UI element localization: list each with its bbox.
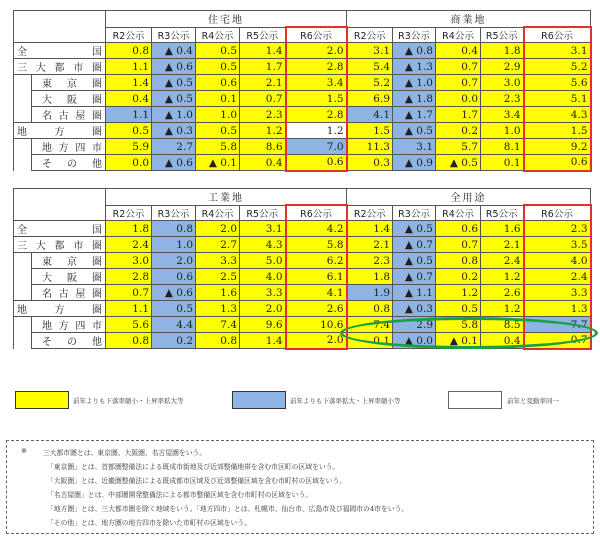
year-header: R3公示 <box>393 27 436 43</box>
value-cell: 0.6 <box>524 155 591 171</box>
value-cell: 5.2 <box>347 75 393 91</box>
indent-spacer <box>14 139 32 155</box>
row-label <box>32 139 106 155</box>
note-line: 「その他」とは、地方圏の地方四市を除いた市町村の区域をいう。 <box>47 519 251 527</box>
value-cell: 4.0 <box>524 253 591 269</box>
row-label-char: 京 <box>67 257 77 268</box>
value-cell: 3.1 <box>393 139 436 155</box>
row-label <box>32 91 106 107</box>
value-cell: 5.6 <box>106 317 152 333</box>
value-cell: 2.4 <box>106 237 152 253</box>
value-cell: 0.8 <box>152 221 196 237</box>
row-label-char: 都 <box>54 63 65 74</box>
value-cell: 3.0 <box>106 253 152 269</box>
value-cell: 0.6 <box>286 155 347 171</box>
value-cell: 2.3 <box>481 91 524 107</box>
value-cell: 3.5 <box>524 237 591 253</box>
value-cell: 2.3 <box>347 253 393 269</box>
value-cell: 2.1 <box>240 75 286 91</box>
value-cell: ▲ 0.5 <box>393 221 436 237</box>
value-cell: 1.7 <box>240 59 286 75</box>
year-header: R4公示 <box>436 205 481 221</box>
year-header: R5公示 <box>481 205 524 221</box>
row-label-char: 地 <box>17 127 27 138</box>
indent-spacer <box>14 285 32 301</box>
value-cell: ▲ 1.0 <box>393 75 436 91</box>
year-header: R3公示 <box>152 27 196 43</box>
year-header: R4公示 <box>436 27 481 43</box>
value-cell: 2.0 <box>152 253 196 269</box>
value-cell: 1.0 <box>196 107 240 123</box>
value-cell: 2.1 <box>347 237 393 253</box>
note-line: 「大阪圏」とは、近畿圏整備法による既成都市区域及び近郊整備区域を含む市町村の区域をいう。 <box>47 477 347 485</box>
row-label-char: 東 <box>42 79 52 90</box>
value-cell: 0.6 <box>196 75 240 91</box>
value-cell: 5.6 <box>524 75 591 91</box>
value-cell: 3.3 <box>524 285 591 301</box>
value-cell: 2.6 <box>286 301 347 317</box>
value-cell: 3.4 <box>286 75 347 91</box>
note-line: 三大都市圏とは、東京圏、大阪圏、名古屋圏をいう。 <box>43 449 207 457</box>
row-label-char: 三 <box>17 241 27 252</box>
legend-swatch-white <box>448 391 502 409</box>
row-label-char: 他 <box>92 159 102 170</box>
value-cell: 2.5 <box>196 269 240 285</box>
value-cell: 0.4 <box>481 333 524 349</box>
value-cell: 0.7 <box>436 75 481 91</box>
row-label-char: 大 <box>35 63 46 74</box>
row-label-char: そ <box>42 337 52 348</box>
value-cell: 7.7 <box>524 317 591 333</box>
value-cell: 7.4 <box>196 317 240 333</box>
row-label-char: 京 <box>67 79 77 90</box>
note-line: 「名古屋圏」とは、中部圏開発整備法による都市整備区域を含む市町村の区域をいう。 <box>47 491 313 499</box>
value-cell: 0.8 <box>347 301 393 317</box>
table-row <box>14 139 591 155</box>
value-cell: 0.0 <box>436 91 481 107</box>
value-cell: 3.0 <box>481 75 524 91</box>
value-cell: 0.7 <box>524 333 591 349</box>
value-cell: 1.1 <box>106 301 152 317</box>
value-cell: 4.4 <box>152 317 196 333</box>
value-cell: 4.0 <box>240 269 286 285</box>
value-cell: 0.7 <box>436 237 481 253</box>
value-cell: 1.2 <box>481 269 524 285</box>
row-label <box>14 221 106 237</box>
legend-label-blue: 前年よりも下落率拡大・上昇率縮小等 <box>290 397 401 405</box>
row-label-char: 方 <box>54 305 65 316</box>
value-cell: ▲ 0.5 <box>152 75 196 91</box>
indent-spacer <box>14 269 32 285</box>
table-row <box>14 301 591 317</box>
value-cell: 3.1 <box>347 43 393 59</box>
value-cell: 5.8 <box>436 317 481 333</box>
value-cell: 10.6 <box>286 317 347 333</box>
value-cell: 2.1 <box>481 237 524 253</box>
indent-spacer <box>14 75 32 91</box>
legend-swatch-yellow <box>15 391 69 409</box>
value-cell: 0.6 <box>152 269 196 285</box>
value-cell: ▲ 0.5 <box>152 91 196 107</box>
value-cell: 8.6 <box>240 139 286 155</box>
value-cell: 1.0 <box>481 123 524 139</box>
value-cell: 0.5 <box>196 43 240 59</box>
row-label-char: の <box>67 159 77 170</box>
value-cell: 2.8 <box>286 107 347 123</box>
value-cell: 1.5 <box>286 91 347 107</box>
value-cell: 1.8 <box>347 269 393 285</box>
row-label <box>32 155 106 171</box>
year-header: R6公示 <box>524 205 591 221</box>
indent-spacer <box>14 91 32 107</box>
value-cell: 1.2 <box>436 285 481 301</box>
footnotes-box <box>6 440 594 534</box>
note-mark: ※ <box>21 447 27 455</box>
value-cell: 0.8 <box>106 333 152 349</box>
value-cell: 1.6 <box>481 221 524 237</box>
table-row <box>14 237 591 253</box>
row-label-char: 四 <box>75 143 86 154</box>
indent-spacer <box>14 253 32 269</box>
row-label-char: 圏 <box>92 273 102 284</box>
row-label-char: 阪 <box>67 95 77 106</box>
value-cell: 0.7 <box>240 91 286 107</box>
year-header: R2公示 <box>347 27 393 43</box>
value-cell: 0.3 <box>347 155 393 171</box>
value-cell: 1.2 <box>481 301 524 317</box>
value-cell: ▲ 0.3 <box>152 123 196 139</box>
table-row <box>14 123 591 139</box>
value-cell: 2.9 <box>393 317 436 333</box>
value-cell: 0.2 <box>436 269 481 285</box>
value-cell: 0.1 <box>196 91 240 107</box>
note-line: 「地方圏」とは、三大都市圏を除く地域をいう。「地方四市」とは、札幌市、仙台市、広島市及び福岡市の4市をいう。 <box>47 505 409 513</box>
value-cell: 4.3 <box>240 237 286 253</box>
year-header: R6公示 <box>286 205 347 221</box>
value-cell: 9.2 <box>524 139 591 155</box>
value-cell: 6.9 <box>347 91 393 107</box>
row-label-char: 大 <box>42 95 52 106</box>
value-cell: 5.8 <box>196 139 240 155</box>
row-label <box>14 123 106 139</box>
year-header: R6公示 <box>524 27 591 43</box>
row-label <box>14 301 106 317</box>
year-header: R2公示 <box>106 27 152 43</box>
value-cell: 0.7 <box>436 59 481 75</box>
value-cell: 1.2 <box>240 123 286 139</box>
value-cell: ▲ 0.6 <box>152 285 196 301</box>
value-cell: 1.8 <box>481 43 524 59</box>
value-cell: ▲ 0.5 <box>393 123 436 139</box>
year-header: R2公示 <box>347 205 393 221</box>
value-cell: 2.0 <box>240 301 286 317</box>
value-cell: 3.1 <box>240 221 286 237</box>
table-row <box>14 43 591 59</box>
value-cell: ▲ 0.5 <box>393 253 436 269</box>
value-cell: 2.4 <box>481 253 524 269</box>
value-cell: 5.4 <box>347 59 393 75</box>
value-cell: ▲ 0.1 <box>196 155 240 171</box>
row-label-char: 国 <box>92 47 102 58</box>
year-header: R6公示 <box>286 27 347 43</box>
row-label-char: 圏 <box>92 241 102 252</box>
value-cell: ▲ 0.6 <box>152 155 196 171</box>
value-cell: 1.5 <box>347 123 393 139</box>
row-label-char: 圏 <box>91 111 102 122</box>
value-cell: 5.7 <box>436 139 481 155</box>
legend-swatch-blue <box>232 391 286 409</box>
value-cell: 0.5 <box>196 59 240 75</box>
row-label-char: 屋 <box>75 289 86 300</box>
value-cell: 0.5 <box>152 301 196 317</box>
value-cell: 1.4 <box>347 221 393 237</box>
value-cell: 8.5 <box>481 317 524 333</box>
row-label-char: 名 <box>42 111 52 122</box>
legend <box>0 391 600 411</box>
value-cell: 11.3 <box>347 139 393 155</box>
row-label <box>32 107 106 123</box>
value-cell: 7.0 <box>286 139 347 155</box>
value-cell: 0.8 <box>106 43 152 59</box>
value-cell: 0.2 <box>152 333 196 349</box>
year-header: R5公示 <box>240 205 286 221</box>
row-label-char: 都 <box>54 241 65 252</box>
row-label-char: 市 <box>91 321 102 332</box>
indent-spacer <box>14 107 32 123</box>
value-cell: 2.0 <box>196 221 240 237</box>
value-cell: 0.8 <box>436 253 481 269</box>
row-label-char: 古 <box>58 289 69 300</box>
legend-label-yellow: 前年よりも下落率縮小・上昇率拡大等 <box>73 397 184 405</box>
value-cell: 1.5 <box>524 123 591 139</box>
row-label-char: 四 <box>75 321 86 332</box>
category-header: 住宅地 <box>106 11 347 28</box>
value-cell: 2.0 <box>286 333 347 349</box>
value-cell: 4.1 <box>347 107 393 123</box>
table-row <box>14 285 591 301</box>
row-label-char: 市 <box>73 63 84 74</box>
value-cell: ▲ 1.0 <box>152 107 196 123</box>
row-label-char: 大 <box>35 241 46 252</box>
row-label-char: 屋 <box>75 111 86 122</box>
value-cell: 1.3 <box>196 301 240 317</box>
year-header: R4公示 <box>196 205 240 221</box>
value-cell: 1.4 <box>106 75 152 91</box>
row-label <box>32 269 106 285</box>
table-row <box>14 59 591 75</box>
value-cell: 0.6 <box>436 221 481 237</box>
indent-spacer <box>14 333 32 349</box>
table-row <box>14 107 591 123</box>
value-cell: 5.9 <box>106 139 152 155</box>
row-label-char: の <box>67 337 77 348</box>
row-label-char: 地 <box>42 321 52 332</box>
value-cell: 7.4 <box>347 317 393 333</box>
table-row <box>14 155 591 171</box>
value-cell: ▲ 0.9 <box>393 155 436 171</box>
value-cell: 1.3 <box>524 301 591 317</box>
row-label <box>14 237 106 253</box>
value-cell: 5.1 <box>524 91 591 107</box>
row-label <box>32 253 106 269</box>
value-cell: ▲ 1.7 <box>393 107 436 123</box>
value-cell: 0.7 <box>106 285 152 301</box>
value-cell: ▲ 0.7 <box>393 237 436 253</box>
row-label-char: 三 <box>17 63 27 74</box>
row-label <box>14 59 106 75</box>
row-label-char: 圏 <box>92 257 102 268</box>
value-cell: 0.4 <box>240 155 286 171</box>
value-cell: 4.2 <box>286 221 347 237</box>
value-cell: 2.6 <box>481 285 524 301</box>
category-header: 工業地 <box>106 189 347 206</box>
value-cell: 1.4 <box>240 333 286 349</box>
row-label <box>32 75 106 91</box>
value-cell: 6.1 <box>286 269 347 285</box>
row-label-char: 古 <box>58 111 69 122</box>
value-cell: 0.5 <box>196 123 240 139</box>
table-row <box>14 253 591 269</box>
value-cell: 9.6 <box>240 317 286 333</box>
row-label-char: 市 <box>73 241 84 252</box>
value-cell: ▲ 0.6 <box>152 59 196 75</box>
land-price-table-industrial-all-uses <box>13 188 592 350</box>
value-cell: ▲ 0.7 <box>393 269 436 285</box>
year-header: R2公示 <box>106 205 152 221</box>
value-cell: 3.4 <box>481 107 524 123</box>
value-cell: 1.4 <box>240 43 286 59</box>
table-row <box>14 91 591 107</box>
value-cell: 1.1 <box>106 107 152 123</box>
corner-cell <box>14 189 106 221</box>
value-cell: 1.9 <box>347 285 393 301</box>
value-cell: 1.7 <box>436 107 481 123</box>
row-label <box>32 285 106 301</box>
indent-spacer <box>14 317 32 333</box>
table-row <box>14 221 591 237</box>
value-cell: 0.4 <box>106 91 152 107</box>
row-label-char: 地 <box>17 305 27 316</box>
row-label-char: 圏 <box>92 127 102 138</box>
row-label-char: 市 <box>91 143 102 154</box>
value-cell: ▲ 0.8 <box>393 43 436 59</box>
value-cell: 2.3 <box>240 107 286 123</box>
row-label-char: 地 <box>42 143 52 154</box>
value-cell: 5.8 <box>286 237 347 253</box>
year-header: R5公示 <box>240 27 286 43</box>
value-cell: 1.0 <box>152 237 196 253</box>
row-label-char: 方 <box>58 143 69 154</box>
value-cell: 4.3 <box>524 107 591 123</box>
value-cell: ▲ 0.0 <box>393 333 436 349</box>
row-label-char: 圏 <box>92 305 102 316</box>
value-cell: 2.8 <box>106 269 152 285</box>
value-cell: 1.8 <box>106 221 152 237</box>
value-cell: 0.8 <box>196 333 240 349</box>
value-cell: 2.9 <box>481 59 524 75</box>
value-cell: 0.4 <box>436 43 481 59</box>
category-header: 商業地 <box>347 11 591 28</box>
value-cell: 0.1 <box>481 155 524 171</box>
value-cell: 3.3 <box>196 253 240 269</box>
value-cell: 5.0 <box>240 253 286 269</box>
row-label-char: 大 <box>42 273 52 284</box>
value-cell: 8.1 <box>481 139 524 155</box>
value-cell: 2.8 <box>286 59 347 75</box>
land-price-table-residential-commercial <box>13 10 592 172</box>
row-label-char: 他 <box>92 337 102 348</box>
row-label-char: 全 <box>17 225 27 236</box>
year-header: R3公示 <box>152 205 196 221</box>
year-header: R4公示 <box>196 27 240 43</box>
note-line: 「東京圏」とは、首都圏整備法による既成市街地及び近郊整備地帯を含む市区町の区域をいう。 <box>47 463 340 471</box>
value-cell: 2.0 <box>286 43 347 59</box>
row-label <box>32 317 106 333</box>
value-cell: 0.1 <box>347 333 393 349</box>
year-header: R5公示 <box>481 27 524 43</box>
value-cell: ▲ 0.1 <box>436 333 481 349</box>
category-header: 全用途 <box>347 189 591 206</box>
value-cell: 2.7 <box>152 139 196 155</box>
value-cell: 0.0 <box>106 155 152 171</box>
value-cell: 2.4 <box>524 269 591 285</box>
row-label-char: 圏 <box>92 95 102 106</box>
row-label-char: 方 <box>58 321 69 332</box>
value-cell: ▲ 0.5 <box>436 155 481 171</box>
value-cell: 1.1 <box>106 59 152 75</box>
table-row <box>14 317 591 333</box>
row-label-char: 国 <box>92 225 102 236</box>
value-cell: 1.6 <box>196 285 240 301</box>
row-label-char: 阪 <box>67 273 77 284</box>
row-label <box>14 43 106 59</box>
value-cell: 0.5 <box>436 301 481 317</box>
value-cell: 0.2 <box>436 123 481 139</box>
value-cell: 2.3 <box>524 221 591 237</box>
legend-label-white: 前年と変動率同一 <box>507 397 559 405</box>
value-cell: 3.3 <box>240 285 286 301</box>
value-cell: 6.2 <box>286 253 347 269</box>
row-label-char: 方 <box>54 127 65 138</box>
row-label-char: そ <box>42 159 52 170</box>
row-label-char: 名 <box>42 289 52 300</box>
row-label-char: 圏 <box>92 79 102 90</box>
row-label <box>32 333 106 349</box>
corner-cell <box>14 11 106 43</box>
table-row <box>14 269 591 285</box>
row-label-char: 全 <box>17 47 27 58</box>
value-cell: 4.1 <box>286 285 347 301</box>
year-header: R3公示 <box>393 205 436 221</box>
indent-spacer <box>14 155 32 171</box>
table-row <box>14 333 591 349</box>
row-label-char: 圏 <box>92 63 102 74</box>
value-cell: ▲ 1.1 <box>393 285 436 301</box>
value-cell: 5.2 <box>524 59 591 75</box>
value-cell: ▲ 1.3 <box>393 59 436 75</box>
row-label-char: 圏 <box>91 289 102 300</box>
value-cell: 1.2 <box>286 123 347 139</box>
value-cell: 0.5 <box>106 123 152 139</box>
value-cell: ▲ 0.3 <box>393 301 436 317</box>
value-cell: ▲ 1.8 <box>393 91 436 107</box>
value-cell: 2.7 <box>196 237 240 253</box>
row-label-char: 東 <box>42 257 52 268</box>
value-cell: ▲ 0.4 <box>152 43 196 59</box>
table-row <box>14 75 591 91</box>
value-cell: 3.1 <box>524 43 591 59</box>
